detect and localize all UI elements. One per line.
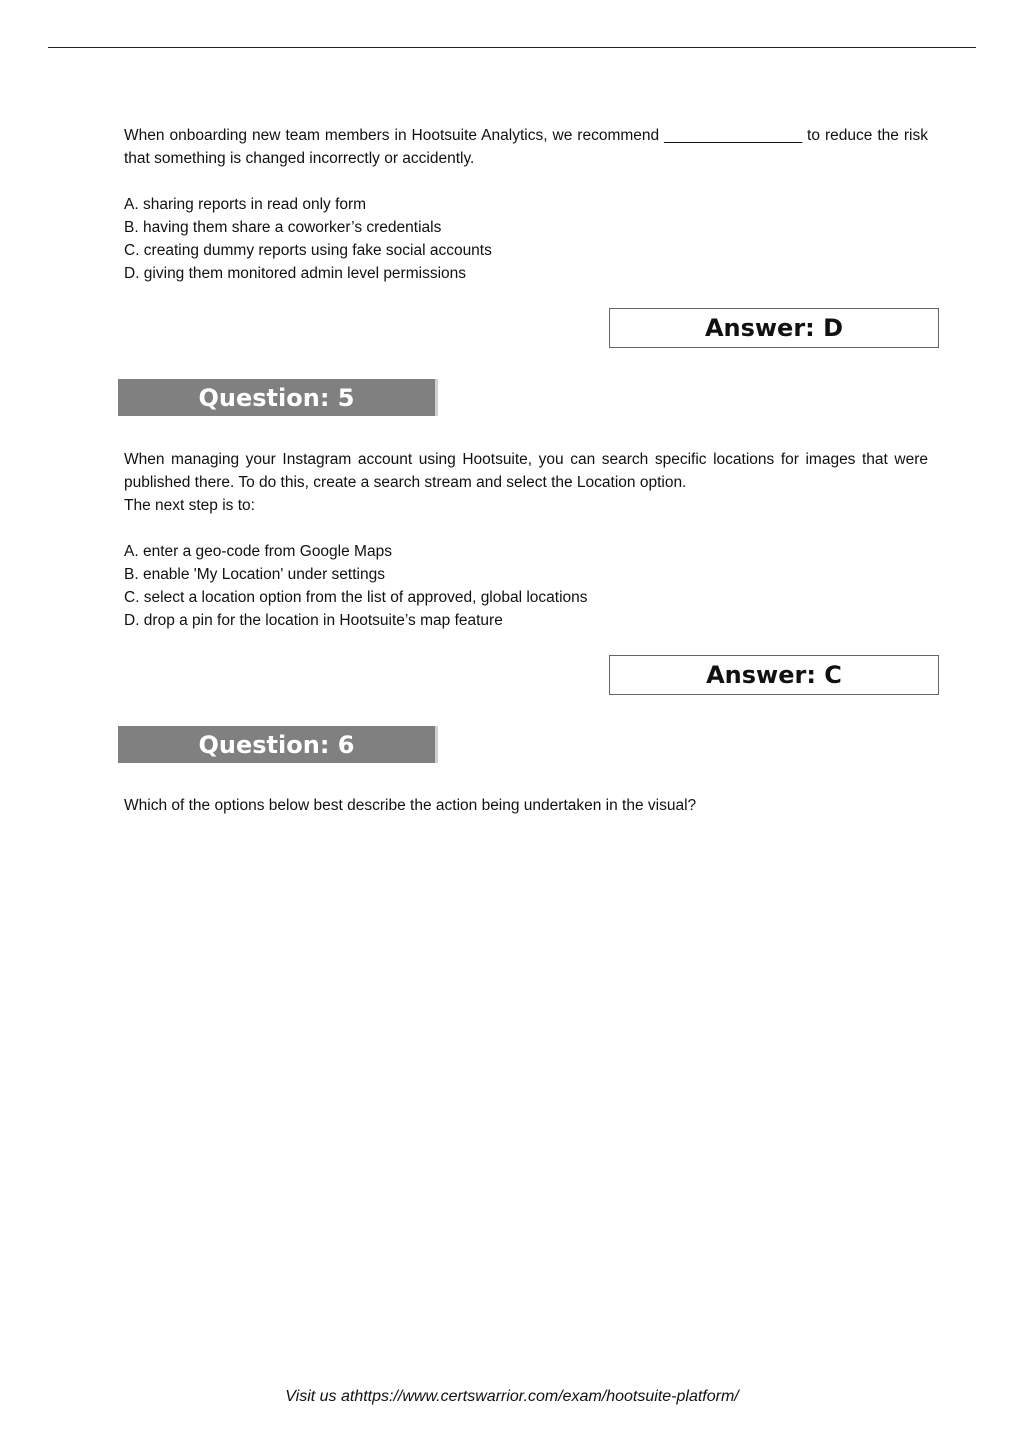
q4-options (124, 193, 928, 285)
q4-answer-text: Answer: D (704, 314, 844, 342)
q5-stem-followup: The next step is to: (124, 497, 255, 514)
q6-header (118, 726, 438, 763)
q4-stem-text: When onboarding new team members in Hootsuite Analytics, we recommend ________________ to reduce the risk that something is changed incorrectly or accidently. (124, 127, 928, 167)
q5-options (124, 540, 928, 632)
q6-header-text: Question: 6 (198, 730, 355, 759)
q4-option-c: C. creating dummy reports using fake social accounts (124, 242, 492, 259)
top-divider (48, 47, 976, 48)
q5-answer-box (609, 655, 939, 695)
q5-header (118, 379, 438, 416)
q4-answer-box (609, 308, 939, 348)
q5-stem-text: When managing your Instagram account using Hootsuite, you can search specific locations for images that were published there. To do this, create a search stream and select the Location option. (124, 451, 928, 491)
q6-stem-text: Which of the options below best describe the action being undertaken in the visual? (124, 797, 697, 814)
q4-option-b: B. having them share a coworker’s credentials (124, 219, 442, 236)
q5-option-c: C. select a location option from the list of approved, global locations (124, 589, 588, 606)
q5-answer-text: Answer: C (706, 661, 842, 689)
q5-option-a: A. enter a geo-code from Google Maps (124, 543, 392, 560)
q5-header-text: Question: 5 (198, 383, 355, 412)
footer-link[interactable]: Visit us athttps://www.certswarrior.com/exam/hootsuite-platform/ (285, 1388, 739, 1405)
q4-stem (124, 124, 928, 170)
q5-option-d: D. drop a pin for the location in Hootsuite’s map feature (124, 612, 503, 629)
q5-option-b: B. enable 'My Location' under settings (124, 566, 385, 583)
q6-stem (124, 794, 928, 817)
q5-stem (124, 448, 928, 517)
q4-option-d: D. giving them monitored admin level permissions (124, 265, 467, 282)
q4-option-a: A. sharing reports in read only form (124, 196, 367, 213)
